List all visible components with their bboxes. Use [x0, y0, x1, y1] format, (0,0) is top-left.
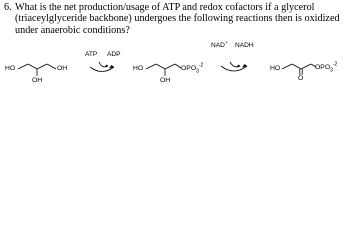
- reaction-arrow-1: [90, 62, 114, 72]
- dhap-keto-o-label: O: [298, 75, 304, 82]
- glycerol-3-phosphate-skeleton: [146, 64, 181, 76]
- question-text: What is the net production/usage of ATP and redox cofactors if a glycerol (triaceylglyceride backbone) undergoes the following reactions then is oxidized under anaerobic conditions?: [15, 2, 340, 36]
- g3p-oh-middle-label: OH: [160, 77, 171, 84]
- cofactor-nad-plus: [211, 42, 228, 50]
- cofactor-nad-text: NAD: [211, 42, 225, 49]
- dhap-phosphate-subscript: 3: [330, 67, 333, 74]
- dhap-phosphate-charge: -2: [332, 61, 338, 68]
- question-number: 6.: [4, 2, 12, 13]
- cofactor-atp: ATP: [85, 51, 98, 58]
- dhap-skeleton: [282, 64, 316, 75]
- g3p-phosphate-charge: -2: [198, 62, 204, 69]
- dhap-ho-label: HO: [270, 65, 281, 72]
- reaction-scheme: [0, 0, 350, 91]
- cofactor-nadh: NADH: [235, 42, 254, 49]
- dhap-phosphate-text: OPO: [315, 64, 331, 71]
- reaction-arrow-2: [221, 62, 247, 71]
- g3p-phosphate-subscript: 3: [196, 68, 199, 75]
- g3p-phosphate-label: [181, 62, 204, 75]
- glycerol-oh-right-label: OH: [57, 65, 68, 72]
- glycerol-ho-label: HO: [5, 65, 16, 72]
- glycerol-oh-middle-label: OH: [32, 77, 43, 84]
- glycerol-skeleton: [18, 64, 56, 76]
- g3p-ho-label: HO: [133, 65, 144, 72]
- cofactor-nad-charge: +: [224, 40, 228, 46]
- g3p-phosphate-text: OPO: [181, 65, 197, 72]
- cofactor-adp: ADP: [107, 51, 121, 58]
- dhap-phosphate-label: [315, 61, 338, 74]
